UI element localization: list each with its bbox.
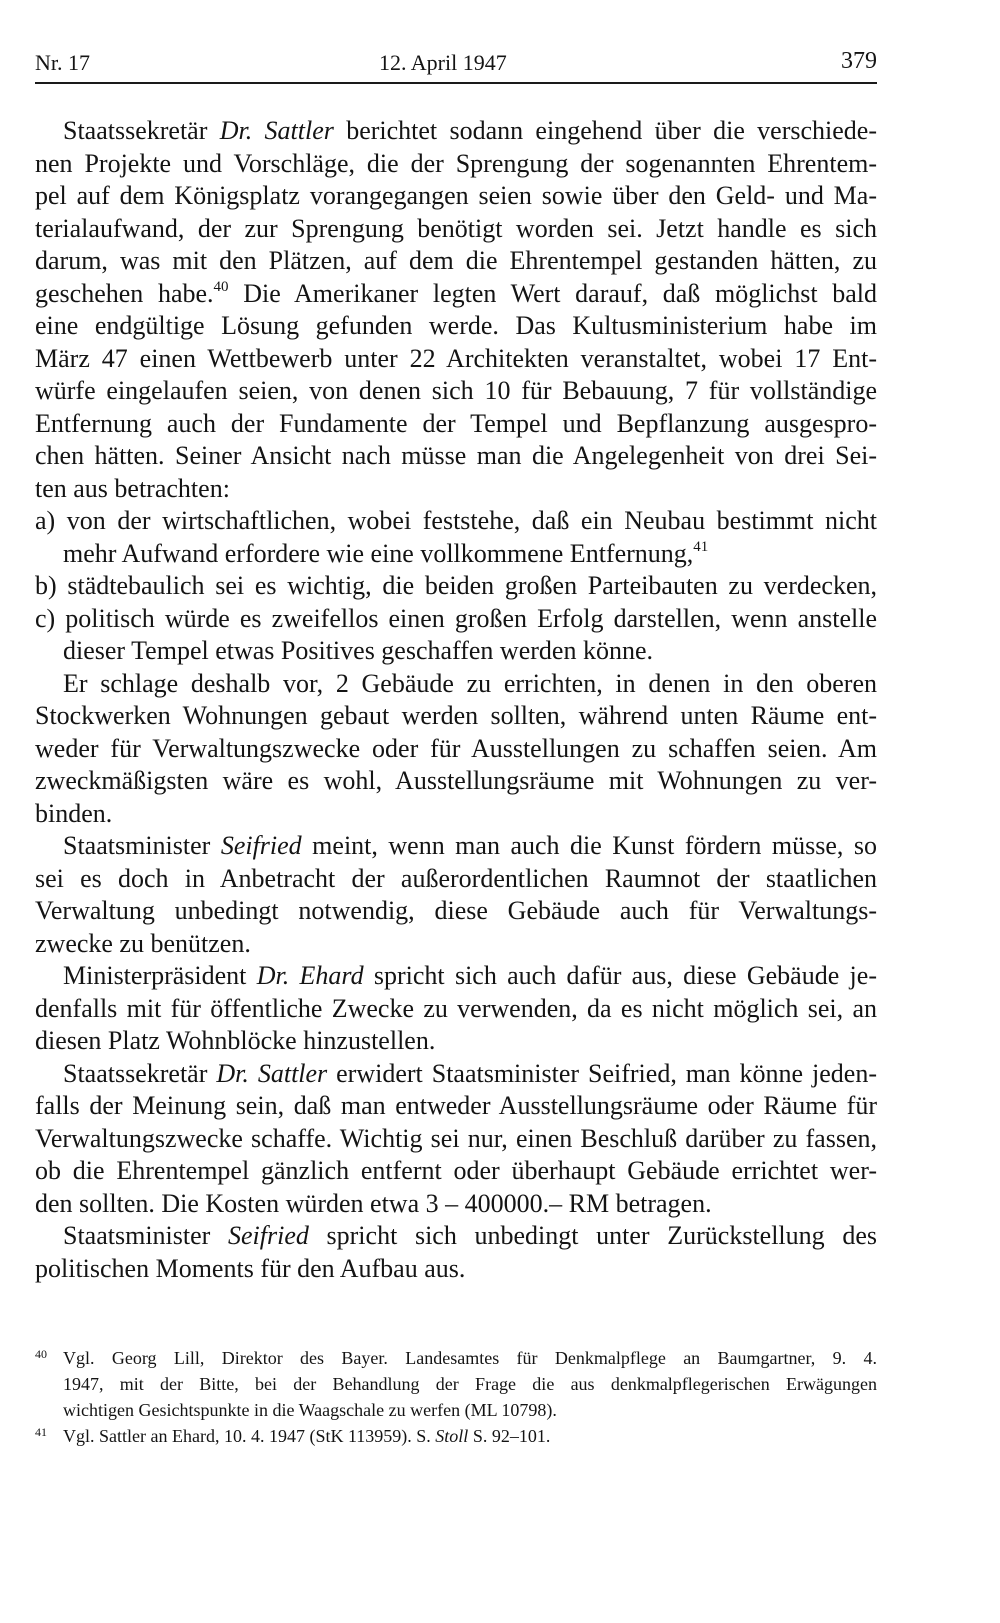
body-text	[35, 115, 877, 1285]
footnote-41	[35, 1423, 877, 1449]
text-line: Staatssekretär Dr. Sattler berichtet sodann eingehend über die verschiede-	[63, 116, 877, 145]
text-line: Stockwerken Wohnungen gebaut werden sollten, während unten Räume ent-	[35, 701, 877, 730]
list-item-c-continued: dieser Tempel etwas Positives geschaffen werden könne.	[63, 636, 653, 665]
running-header	[35, 46, 877, 84]
speaker-name: Seifried	[220, 831, 302, 860]
paragraph-seifried-final	[35, 1220, 877, 1285]
text-line: sei es doch in Anbetracht der außerordentlichen Raumnot der staatlichen	[35, 863, 877, 893]
text-line: zwecke zu benützen.	[35, 928, 251, 958]
text-line: Ministerpräsident Dr. Ehard spricht sich auch dafür aus, diese Gebäude je-	[63, 961, 877, 990]
text-line: Entfernung auch der Fundamente der Tempel und Bepflanzung ausgespro-	[35, 408, 877, 438]
text-line: chen hätten. Seiner Ansicht nach müsse man die Angelegenheit von drei Sei-	[35, 441, 877, 470]
text-line: pel auf dem Königsplatz vorangegangen seien sowie über den Geld- und Ma-	[35, 181, 877, 210]
text-line: nen Projekte und Vorschläge, die der Sprengung der sogenannten Ehrentem-	[35, 148, 877, 178]
header-date: 12. April 1947	[379, 50, 507, 75]
paragraph-sattler-report	[35, 115, 877, 505]
paragraph-seifried	[35, 830, 877, 960]
speaker-name: Dr. Sattler	[219, 116, 334, 145]
text-line: Staatssekretär Dr. Sattler erwidert Staatsminister Seifried, man könne jeden-	[63, 1058, 877, 1088]
text-line: würfe eingelaufen seien, von denen sich 10 für Bebauung, 7 für vollständige	[35, 376, 877, 405]
footnotes	[35, 1345, 877, 1449]
speaker-name: Dr. Ehard	[256, 961, 364, 990]
text-line: geschehen habe.$^{40}$ Die Amerikaner legten Wert darauf, daß möglichst bald	[35, 278, 877, 308]
paragraph-ehard	[35, 960, 877, 1058]
text-line: darum, was mit den Plätzen, auf dem die Ehrentempel gestanden hätten, zu	[35, 246, 877, 275]
text-line: ten aus betrachten:	[35, 473, 230, 503]
text-line: weder für Verwaltungszwecke oder für Ausstellungen zu schaffen seien. Am	[35, 733, 877, 763]
list-item-a: a) von der wirtschaftlichen, wobei feststehe, daß ein Neubau bestimmt nicht	[35, 506, 877, 535]
text-line: zweckmäßigsten wäre es wohl, Ausstellungsräume mit Wohnungen zu ver-	[35, 766, 877, 795]
page-number: 379	[841, 48, 877, 74]
text-line: den sollten. Die Kosten würden etwa 3 – 400000.– RM betragen.	[35, 1188, 712, 1218]
text-line: politischen Moments für den Aufbau aus.	[35, 1253, 466, 1283]
document-number: Nr. 17	[35, 50, 90, 75]
enumerated-list	[35, 505, 877, 668]
text-line: denfalls mit für öffentliche Zwecke zu verwenden, da es nicht möglich sei, an	[35, 993, 877, 1023]
speaker-name: Dr. Sattler	[216, 1058, 328, 1088]
text-line: ob die Ehrentempel gänzlich entfernt oder überhaupt Gebäude errichtet wer-	[35, 1156, 877, 1185]
text-line: Er schlage deshalb vor, 2 Gebäude zu errichten, in denen in den oberen	[63, 668, 877, 698]
paragraph-proposal	[35, 668, 877, 831]
footnote-ref-40[interactable]: 40	[213, 278, 229, 295]
list-item-c: c) politisch würde es zweifellos einen großen Erfolg darstellen, wenn anstelle	[35, 603, 877, 633]
text-line: Staatsminister Seifried meint, wenn man auch die Kunst fördern müsse, so	[63, 831, 877, 860]
text-line: Verwaltungszwecke schaffe. Wichtig sei nur, einen Beschluß darüber zu fassen,	[35, 1123, 877, 1153]
footnote-line: 40 Vgl. Georg Lill, Direktor des Bayer. Landesamtes für Denkmalpflege an Baumgartner, 9. 4.	[35, 1347, 877, 1368]
list-item-b: b) städtebaulich sei es wichtig, die beiden großen Parteibauten zu verdecken,	[35, 571, 877, 600]
paragraph-sattler-reply	[35, 1058, 877, 1221]
text-line: Verwaltung unbedingt notwendig, diese Gebäude auch für Verwaltungs-	[35, 896, 877, 925]
text-line: falls der Meinung sein, daß man entweder Ausstellungsräume oder Räume für	[35, 1091, 877, 1120]
footnote-40	[35, 1345, 877, 1423]
text-line: binden.	[35, 798, 113, 828]
footnote-line: 41 Vgl. Sattler an Ehard, 10. 4. 1947 (StK 113959). S. Stoll S. 92–101.	[35, 1425, 551, 1446]
footnote-ref-41[interactable]: 41	[693, 538, 709, 555]
footnote-line: 1947, mit der Bitte, bei der Behandlung der Frage die aus denkmalpflegerischen Erwägungen	[63, 1374, 877, 1394]
text-line: Staatsminister Seifried spricht sich unbedingt unter Zurückstellung des	[63, 1221, 877, 1250]
text-line: terialaufwand, der zur Sprengung benötigt worden sei. Jetzt handle es sich	[35, 213, 877, 243]
speaker-name: Seifried	[227, 1221, 309, 1250]
text-line: März 47 einen Wettbewerb unter 22 Architekten veranstaltet, wobei 17 Ent-	[35, 343, 877, 373]
text-line: diesen Platz Wohnblöcke hinzustellen.	[35, 1026, 436, 1055]
footnote-line: wichtigen Gesichtspunkte in die Waagschale zu werfen (ML 10798).	[63, 1400, 557, 1420]
list-item-a-continued: mehr Aufwand erfordere wie eine vollkommene Entfernung,$^{41}$	[63, 538, 709, 568]
text-line: eine endgültige Lösung gefunden werde. Das Kultusministerium habe im	[35, 311, 877, 340]
cited-author: Stoll	[435, 1426, 469, 1446]
